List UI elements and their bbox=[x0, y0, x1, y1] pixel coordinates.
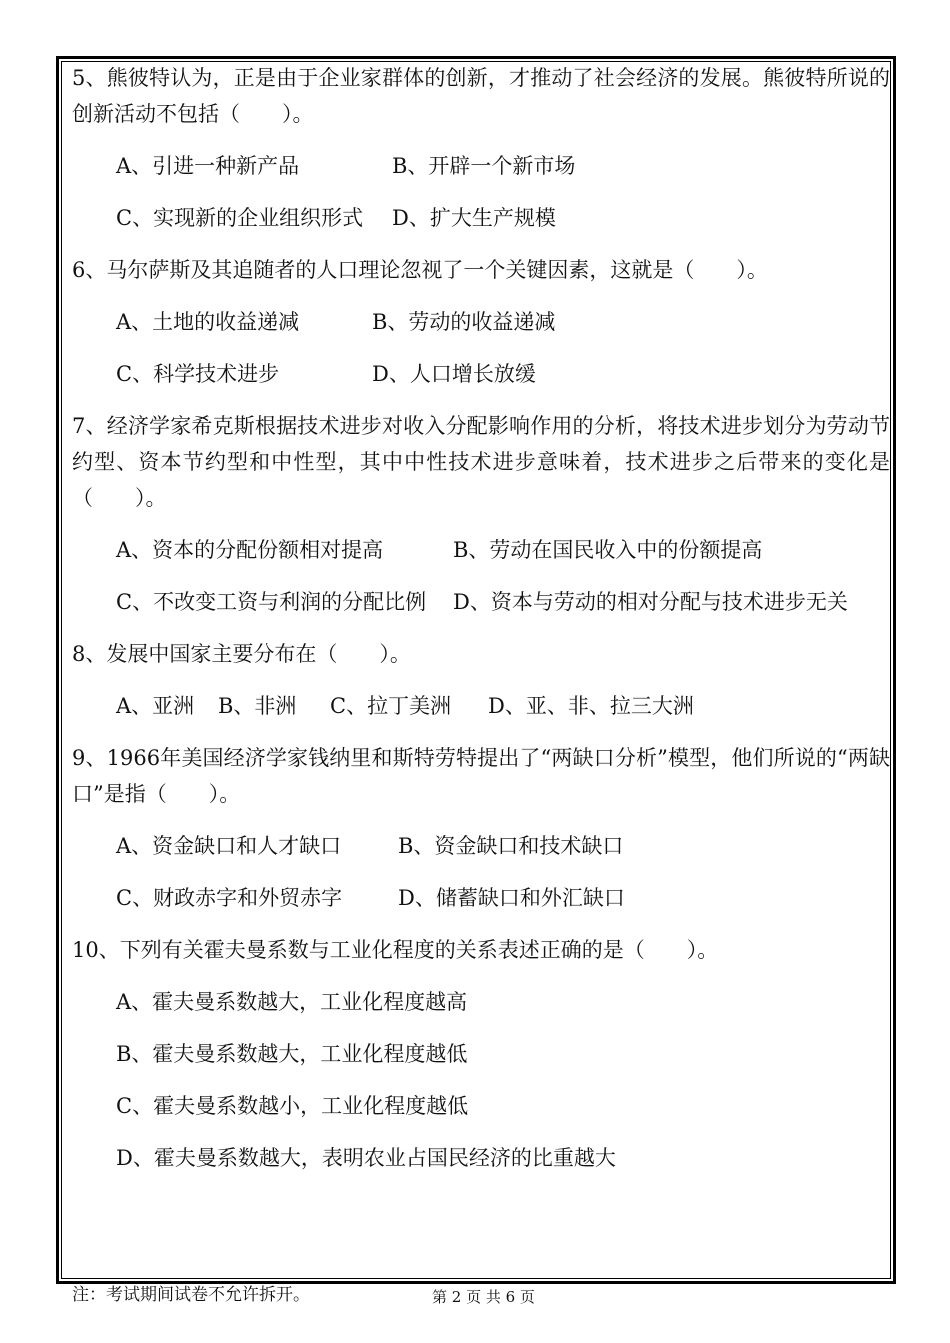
options bbox=[72, 984, 890, 1176]
option-b: B、非洲 bbox=[218, 694, 297, 718]
footer-note: 注：考试期间试卷不允许拆开。 bbox=[72, 1285, 310, 1305]
question-9 bbox=[72, 740, 890, 916]
question-stem: 7、经济学家希克斯根据技术进步对收入分配影响作用的分析，将技术进步划分为劳动节约型、资本节约型和中性型，其中中性技术进步意味着，技术进步之后带来的变化是（ ）。 bbox=[72, 414, 890, 510]
option-row bbox=[116, 880, 890, 916]
option-d: D、扩大生产规模 bbox=[392, 206, 556, 230]
option-row bbox=[116, 828, 890, 864]
option-row bbox=[116, 584, 890, 620]
option-d: D、资本与劳动的相对分配与技术进步无关 bbox=[453, 590, 848, 614]
option-a: A、霍夫曼系数越大，工业化程度越高 bbox=[116, 990, 468, 1014]
question-10 bbox=[72, 932, 890, 1176]
question-stem: 9、1966年美国经济学家钱纳里和斯特劳特提出了“两缺口分析”模型，他们所说的“两缺口”是指（ ）。 bbox=[72, 746, 890, 806]
option-row bbox=[116, 1140, 890, 1176]
question-6 bbox=[72, 252, 890, 392]
option-row bbox=[116, 304, 890, 340]
option-b: B、劳动在国民收入中的份额提高 bbox=[453, 538, 763, 562]
option-row bbox=[116, 1036, 890, 1072]
option-b: B、霍夫曼系数越大，工业化程度越低 bbox=[116, 1042, 468, 1066]
option-c: C、财政赤字和外贸赤字 bbox=[116, 886, 343, 910]
question-8 bbox=[72, 636, 890, 724]
option-b: B、开辟一个新市场 bbox=[392, 154, 576, 178]
option-d: D、霍夫曼系数越大，表明农业占国民经济的比重越大 bbox=[116, 1146, 616, 1170]
question-7 bbox=[72, 408, 890, 620]
option-b: B、资金缺口和技术缺口 bbox=[398, 834, 624, 858]
options bbox=[72, 148, 890, 236]
question-stem: 8、发展中国家主要分布在（ ）。 bbox=[72, 642, 411, 666]
options bbox=[72, 532, 890, 620]
option-d: D、储蓄缺口和外汇缺口 bbox=[398, 886, 625, 910]
option-c: C、实现新的企业组织形式 bbox=[116, 206, 364, 230]
options bbox=[72, 304, 890, 392]
option-c: C、拉丁美洲 bbox=[330, 694, 452, 718]
option-c: C、霍夫曼系数越小，工业化程度越低 bbox=[116, 1094, 469, 1118]
option-row bbox=[116, 200, 890, 236]
question-stem: 6、马尔萨斯及其追随者的人口理论忽视了一个关键因素，这就是（ ）。 bbox=[72, 258, 768, 282]
option-row bbox=[116, 688, 890, 724]
option-row bbox=[116, 1088, 890, 1124]
options bbox=[72, 828, 890, 916]
option-row bbox=[116, 984, 890, 1020]
option-d: D、亚、非、拉三大洲 bbox=[488, 694, 694, 718]
option-row bbox=[116, 532, 890, 568]
option-row bbox=[116, 356, 890, 392]
option-c: C、科学技术进步 bbox=[116, 362, 280, 386]
option-a: A、引进一种新产品 bbox=[116, 154, 300, 178]
option-a: A、亚洲 bbox=[116, 694, 195, 718]
option-a: A、资金缺口和人才缺口 bbox=[116, 834, 342, 858]
option-row bbox=[116, 148, 890, 184]
options bbox=[72, 688, 890, 724]
page-number: 第 2 页 共 6 页 bbox=[432, 1288, 535, 1306]
option-a: A、土地的收益递减 bbox=[116, 310, 300, 334]
exam-content bbox=[72, 60, 890, 1192]
question-5 bbox=[72, 60, 890, 236]
option-b: B、劳动的收益递减 bbox=[372, 310, 556, 334]
option-a: A、资本的分配份额相对提高 bbox=[116, 538, 384, 562]
question-stem: 5、熊彼特认为，正是由于企业家群体的创新，才推动了社会经济的发展。熊彼特所说的创新活动不包括（ ）。 bbox=[72, 66, 890, 126]
option-d: D、人口增长放缓 bbox=[372, 362, 536, 386]
question-stem: 10、下列有关霍夫曼系数与工业化程度的关系表述正确的是（ ）。 bbox=[72, 938, 719, 962]
option-c: C、不改变工资与利润的分配比例 bbox=[116, 590, 427, 614]
